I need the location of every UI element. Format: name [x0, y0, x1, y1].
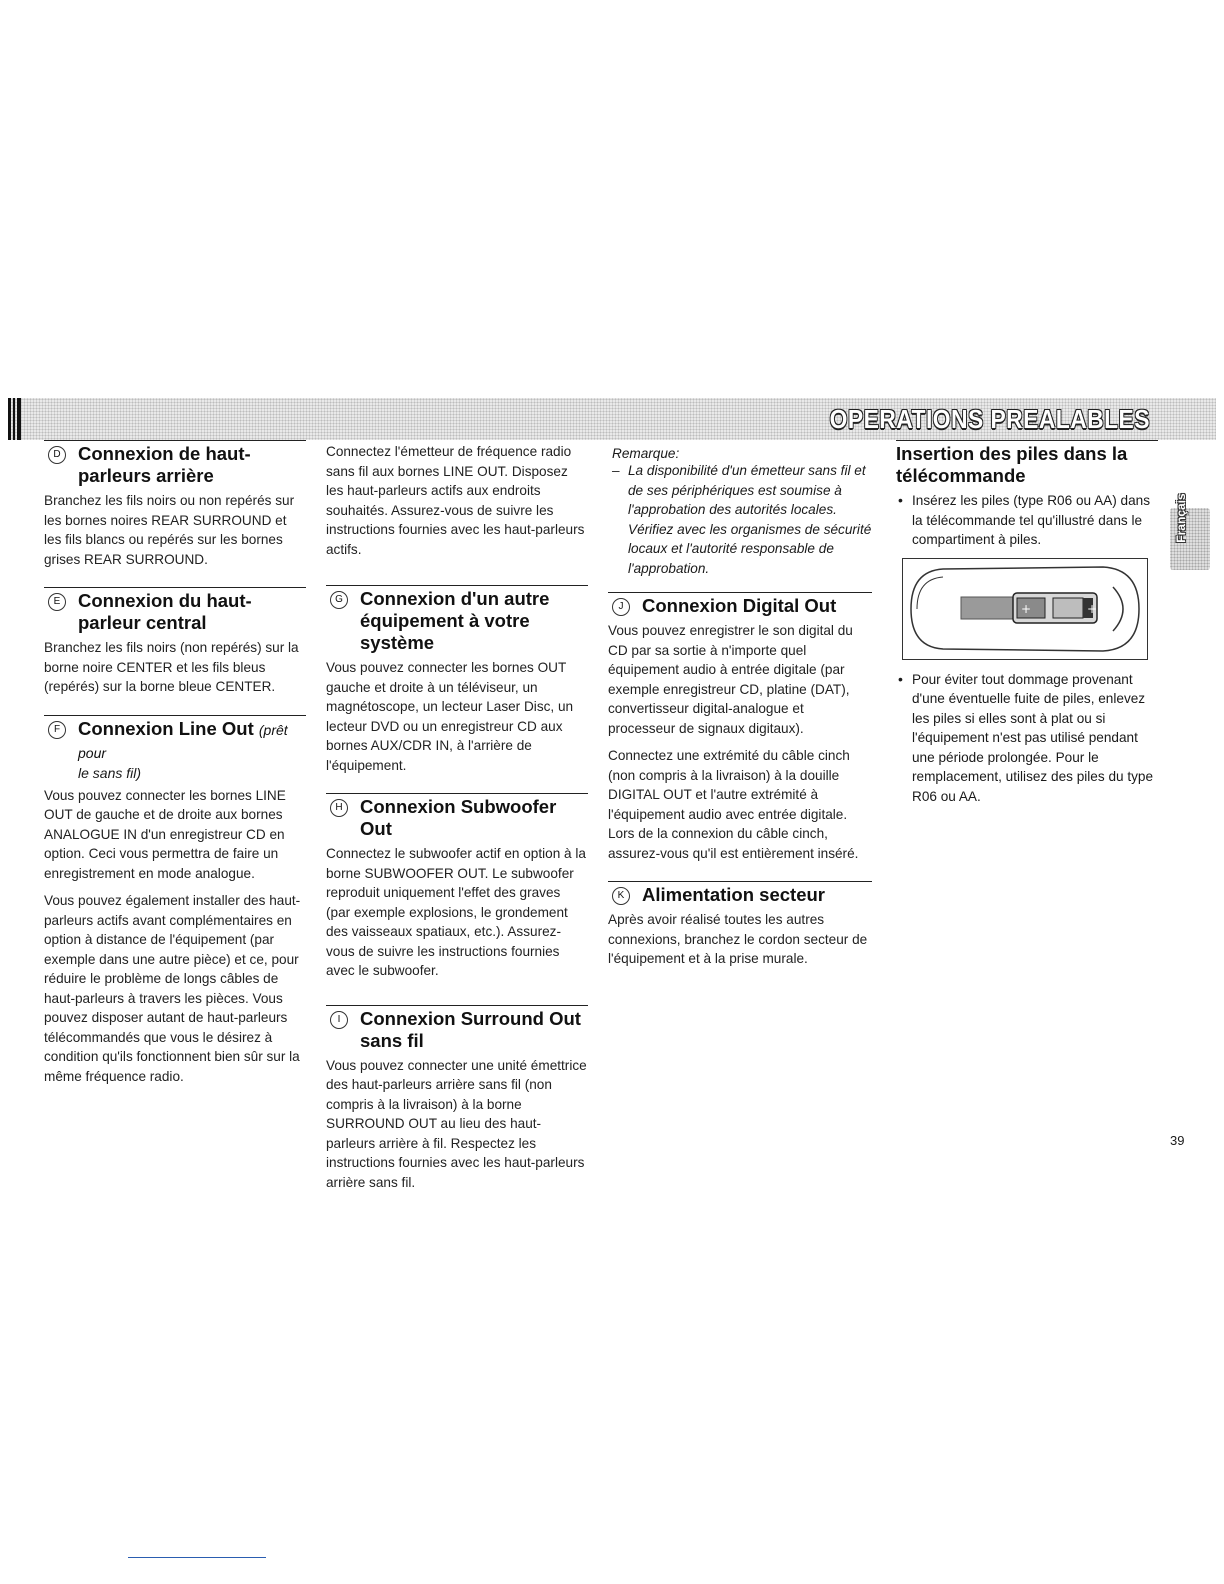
section-k-body: Après avoir réalisé toutes les autres connexions, branchez le cordon secteur de l'équipement et à la prise murale.: [608, 912, 868, 966]
battery-list-1: [896, 491, 1158, 550]
section-i-heading: [326, 1008, 588, 1052]
remark-label: Remarque:: [612, 446, 680, 461]
section-h-body: Connectez le subwoofer actif en option à la borne SUBWOOFER OUT. Le subwoofer reproduit uniquement l'effet des graves (par exemple explosions, le grondement des vaisseaux spatiaux, etc.). Assurez-vous de suivre les instructions fournies avec le subwoofer.: [326, 846, 586, 978]
battery-compartment-illustration: [902, 558, 1148, 660]
section-k: [608, 881, 872, 969]
remark-text: – La disponibilité d'un émetteur sans fil et de ses périphériques est soumise à l'approbation des autorités locales. Vérifiez avec les organismes de sécurité locaux et l'autorité responsable de l'approbation.: [612, 461, 872, 578]
section-h-heading: [326, 796, 588, 840]
section-k-title: Alimentation secteur: [642, 884, 825, 905]
badge-f-icon: F: [48, 721, 66, 739]
section-g-title: Connexion d'un autre équipement à votre système: [360, 588, 550, 653]
banner-bars-decoration: [8, 398, 22, 440]
section-e-body: Branchez les fils noirs (non repérés) sur la borne noire CENTER et les fils bleus (repérés) sur la borne bleue CENTER.: [44, 640, 299, 694]
badge-g-icon: G: [330, 591, 348, 609]
section-i: [326, 1005, 588, 1193]
section-e: [44, 587, 306, 697]
svg-text:+: +: [1021, 601, 1032, 616]
section-f-body-2: Vous pouvez également installer des haut-parleurs actifs avant complémentaires en option à distance de l'équipement (par exemple dans une autre pièce) et ce, pour réduire le problème de longs câbles de haut-parleurs à travers les pièces. Vous pouvez disposer autant de haut-parleurs télécommandés que vous le désirez à condition qu'ils fonctionnent bien sûr sur la même fréquence radio.: [44, 893, 301, 1084]
section-f: [44, 715, 306, 1087]
section-f-body-1: Vous pouvez connecter les bornes LINE OUT de gauche et de droite aux bornes ANALOGUE IN d'un enregistreur CD en option. Ceci vous permettra de faire un enregistrement en mode analogue.: [44, 787, 286, 881]
battery-bullet-1: • Insérez les piles (type R06 ou AA) dans la télécommande tel qu'illustré dans le compartiment à piles.: [912, 491, 1158, 550]
section-d-body: Branchez les fils noirs ou non repérés sur les bornes noires REAR SURROUND et les fils blancs ou repérés sur les bornes grises REAR SURROUND.: [44, 493, 295, 567]
svg-text:+: +: [1087, 601, 1098, 616]
battery-bullet-2: • Pour éviter tout dommage provenant d'une éventuelle fuite de piles, enlevez les piles si elles sont à plat ou si l'équipement n'est pas utilisé pendant une période prolongée. Pour le remplacement, utilisez des piles du type R06 ou AA.: [912, 670, 1158, 807]
section-d: [44, 440, 306, 569]
section-i-body: Vous pouvez connecter une unité émettrice des haut-parleurs arrière sans fil (non compris à la livraison) à la borne SURROUND OUT au lieu des haut-parleurs arrière à fil. Respectez les instructions fournies avec les haut-parleurs arrière sans fil.: [326, 1057, 587, 1190]
section-rule: [44, 587, 306, 588]
remote-battery-icon: [903, 559, 1147, 659]
page-number: 39: [1170, 1133, 1185, 1148]
section-rule: [326, 585, 588, 586]
language-tab: [1170, 493, 1210, 570]
badge-d-icon: D: [48, 446, 66, 464]
section-rule: [44, 715, 306, 716]
col2-intro: Connectez l'émetteur de fréquence radio sans fil aux bornes LINE OUT. Disposez les haut-parleurs actifs aux endroits souhaités. Assurez-vous de suivre les instructions fournies avec les haut-parleurs actifs.: [326, 444, 585, 557]
section-f-subtitle: le sans fil): [78, 764, 142, 781]
section-k-heading: [608, 884, 872, 906]
section-g-heading: [326, 588, 588, 654]
section-f-heading: [44, 718, 306, 764]
section-rule: [44, 440, 306, 441]
section-h: [326, 793, 588, 981]
section-g-body: Vous pouvez connecter les bornes OUT gauche et droite à un téléviseur, un magnétoscope, un lecteur Laser Disc, un lecteur DVD ou un enregistreur CD aux bornes AUX/CDR IN, à l'arrière de l'équipement.: [326, 660, 574, 773]
column-4: [896, 440, 1158, 814]
badge-j-icon: J: [612, 598, 630, 616]
section-rule: [608, 881, 872, 882]
section-h-title: Connexion Subwoofer Out: [360, 796, 557, 839]
language-tab-label: Français: [1174, 493, 1188, 543]
badge-k-icon: K: [612, 887, 630, 905]
column-1: [44, 440, 306, 1100]
section-rule: [326, 1005, 588, 1006]
banner-title: OPERATIONS PREALABLES: [829, 404, 1150, 434]
column-2: [326, 440, 588, 1206]
section-banner: [8, 398, 1216, 440]
badge-i-icon: I: [330, 1011, 348, 1029]
section-i-title: Connexion Surround Out sans fil: [360, 1007, 581, 1051]
battery-section-title: Insertion des piles dans la télécommande: [896, 443, 1128, 486]
badge-h-icon: H: [330, 799, 348, 817]
section-e-heading: [44, 590, 306, 634]
section-j: [608, 592, 872, 863]
section-d-heading: [44, 443, 306, 487]
battery-list-2: [896, 670, 1158, 807]
footer-line: [128, 1557, 266, 1558]
section-f-title-note: (prêt pour: [78, 721, 288, 761]
badge-e-icon: E: [48, 593, 66, 611]
section-rule: [896, 440, 1158, 441]
section-j-body-1: Vous pouvez enregistrer le son digital du CD par sa sortie à n'importe quel équipement audio à entrée digitale (par exemple enregistreur CD, platine (DAT), convertisseur digital-analogue et processeur de signaux digitaux).: [608, 623, 853, 736]
section-e-title: Connexion du haut-parleur central: [78, 590, 252, 633]
section-rule: [326, 793, 588, 794]
section-j-heading: [608, 595, 872, 617]
section-d-title: Connexion de haut-parleurs arrière: [78, 443, 251, 486]
section-j-title: Connexion Digital Out: [642, 595, 837, 616]
section-g: [326, 585, 588, 775]
column-3: [608, 440, 872, 983]
section-f-title: Connexion Line Out: [78, 717, 254, 739]
section-j-body-2: Connectez une extrémité du câble cinch (non compris à la livraison) à la douille DIGITAL OUT et l'autre extrémité à l'équipement audio avec entrée digitale. Lors de la connexion du câble cinch, assurez-vous qu'il est entièrement inséré.: [608, 748, 859, 861]
section-rule: [608, 592, 872, 593]
